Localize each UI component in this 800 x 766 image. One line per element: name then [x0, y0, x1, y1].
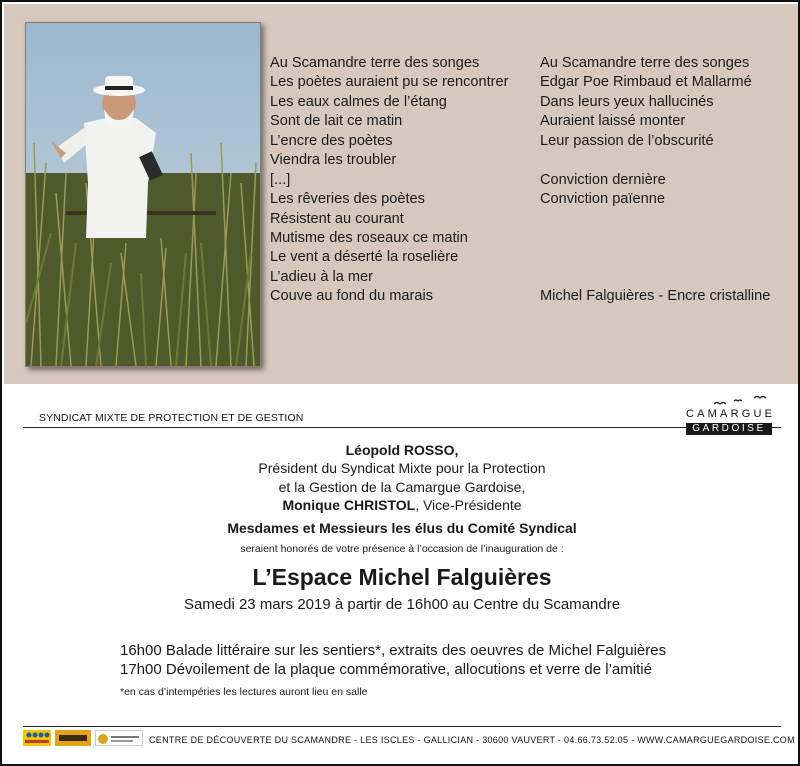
weather-note: *en cas d’intempéries les lectures auront lieu en salle [120, 686, 368, 698]
poem-line [540, 151, 770, 170]
poem-line: Les rêveries des poètes [270, 191, 425, 208]
poem-line: Auraient laissé monter [540, 113, 686, 130]
president-title-2: et la Gestion de la Camargue Gardoise, [278, 479, 526, 495]
camargue-gardoise-logo [684, 394, 776, 440]
syndicat-label: SYNDICAT MIXTE DE PROTECTION ET DE GESTION [39, 412, 304, 424]
poem-line: L’adieu à la mer [270, 268, 374, 285]
poem-line: Mutisme des roseaux ce matin [270, 229, 468, 246]
poem-line [540, 210, 770, 229]
program-item: 16h00 Balade littéraire sur les sentiers*, extraits des oeuvres de Michel Falguières [120, 642, 667, 659]
poem-line: Les eaux calmes de l’étang [270, 93, 447, 110]
conservatoire-logo [95, 730, 143, 746]
footer-address: CENTRE DE DÉCOUVERTE DU SCAMANDRE - LES ISCLES - GALLICIAN - 30600 VAUVERT - 04.66.73.52.05 - WWW.CAMARGUEGARDOISE.COM [149, 735, 795, 745]
poem-line [540, 229, 770, 248]
le-gard-logo [23, 730, 51, 746]
honored-line: seraient honorés de votre présence à l’occasion de l’inauguration de : [240, 543, 564, 555]
birds-icon [684, 394, 772, 408]
vice-president-line [2, 497, 800, 513]
poem-line: Edgar Poe Rimbaud et Mallarmé [540, 74, 752, 91]
vice-president-title: , Vice-Présidente [415, 497, 522, 513]
poem-line: Le vent a déserté la roselière [270, 249, 459, 266]
event-title: L’Espace Michel Falguières [252, 564, 552, 590]
president-name: Léopold ROSSO, [345, 442, 459, 458]
poem-line: Dans leurs yeux hallucinés [540, 93, 714, 110]
poet-photo [25, 22, 261, 367]
program-item: 17h00 Dévoilement de la plaque commémorative, allocutions et verre de l’amitié [120, 661, 652, 678]
poem-line: Au Scamandre terre des songes [540, 55, 750, 71]
poem-line [540, 268, 770, 287]
elus-line: Mesdames et Messieurs les élus du Comité Syndical [227, 520, 577, 536]
logo-top-text: CAMARGUE [686, 408, 776, 420]
president-title-1: Président du Syndicat Mixte pour la Protection [258, 460, 546, 476]
poem-line: [...] [270, 171, 291, 188]
poem-line: Couve au fond du marais [270, 288, 434, 305]
poem-line: Conviction païenne [540, 191, 665, 208]
poem-right-column [540, 54, 770, 307]
poem-line: L’encre des poètes [270, 132, 393, 149]
poem-line: Conviction dernière [540, 171, 666, 188]
logo-bottom-text: GARDOISE [686, 423, 772, 435]
poem-left-column [270, 54, 509, 307]
poem-signature: Michel Falguières - Encre cristalline [540, 288, 771, 305]
poem-line: Viendra les troubler [270, 152, 397, 169]
poem-line: Les poètes auraient pu se rencontrer [270, 74, 509, 91]
poem-line: Sont de lait ce matin [270, 113, 403, 130]
poem-line [540, 248, 770, 267]
header-divider [23, 427, 781, 428]
poem-line: Résistent au courant [270, 210, 404, 227]
vice-president-name: Monique CHRISTOL [282, 497, 416, 513]
footer-divider [23, 726, 781, 727]
poem-line: Au Scamandre terre des songes [270, 55, 480, 71]
poem-line: Leur passion de l’obscurité [540, 132, 714, 149]
region-logo [55, 730, 91, 746]
event-date: Samedi 23 mars 2019 à partir de 16h00 au Centre du Scamandre [183, 596, 621, 613]
